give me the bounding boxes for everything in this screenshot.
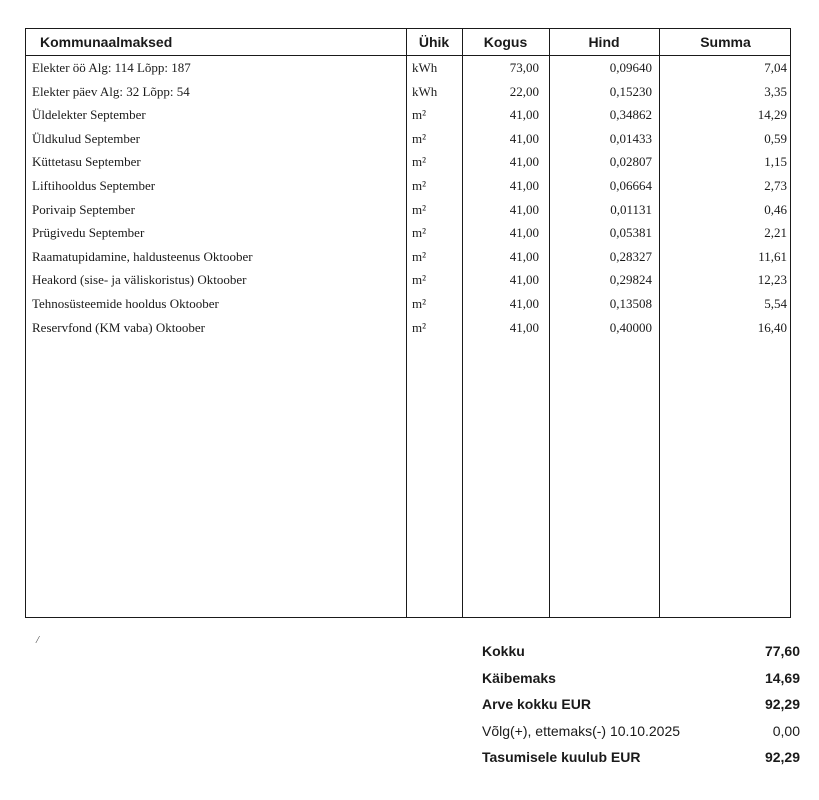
table-row — [26, 80, 790, 104]
header-sum: Summa — [700, 34, 751, 50]
row-price: 0,06664 — [609, 177, 652, 193]
row-name: Tehnosüsteemide hooldus Oktoober — [32, 295, 219, 311]
totals-row — [482, 641, 800, 668]
row-price: 0,15230 — [609, 83, 652, 99]
header-qty: Kogus — [483, 34, 528, 50]
row-qty: 41,00 — [509, 319, 539, 335]
row-name: Üldkulud September — [32, 130, 140, 146]
totals-row — [482, 694, 800, 721]
row-name: Üldelekter September — [32, 107, 146, 123]
row-unit: m² — [412, 225, 427, 241]
amount-due-label: Tasumisele kuulub EUR — [482, 749, 641, 765]
table-row — [26, 221, 790, 245]
row-sum: 5,54 — [764, 295, 787, 311]
row-price: 0,13508 — [609, 295, 652, 311]
row-name: Prügivedu September — [32, 225, 145, 241]
table-body — [26, 56, 790, 339]
debt-value: 0,00 — [772, 722, 800, 739]
row-name: Heakord (sise- ja väliskoristus) Oktoober — [32, 272, 247, 288]
row-name: Liftihooldus September — [32, 177, 156, 193]
row-price: 0,01131 — [610, 201, 652, 217]
table-row — [26, 56, 790, 80]
row-price: 0,02807 — [609, 154, 652, 170]
table-row — [26, 127, 790, 151]
row-sum: 16,40 — [757, 319, 787, 335]
row-name: Reservfond (KM vaba) Oktoober — [32, 319, 205, 335]
table-header — [26, 29, 790, 56]
row-price: 0,28327 — [609, 248, 652, 264]
row-unit: m² — [412, 272, 427, 288]
row-price: 0,05381 — [609, 225, 652, 241]
row-price: 0,40000 — [609, 319, 652, 335]
vat-value: 14,69 — [764, 669, 800, 686]
row-qty: 22,00 — [509, 83, 539, 99]
subtotal-value: 77,60 — [764, 643, 800, 659]
row-price: 0,09640 — [609, 60, 652, 75]
header-price: Hind — [588, 34, 620, 50]
row-name: Elekter päev Alg: 32 Lõpp: 54 — [32, 83, 190, 99]
row-sum: 12,23 — [757, 272, 787, 288]
row-unit: m² — [412, 201, 427, 217]
row-unit: m² — [412, 319, 427, 335]
row-sum: 0,46 — [764, 201, 787, 217]
row-sum: 2,21 — [764, 225, 787, 241]
row-sum: 1,15 — [764, 154, 787, 170]
debt-label: Võlg(+), ettemaks(-) 10.10.2025 — [482, 722, 681, 739]
row-unit: m² — [412, 107, 427, 123]
row-qty: 41,00 — [509, 272, 539, 288]
row-unit: kWh — [412, 83, 438, 99]
totals-summary — [482, 641, 800, 774]
row-unit: m² — [412, 130, 427, 146]
row-name: Elekter öö Alg: 114 Lõpp: 187 — [32, 60, 191, 75]
row-sum: 14,29 — [757, 107, 787, 123]
row-unit: m² — [412, 248, 427, 264]
amount-due-value: 92,29 — [764, 749, 800, 765]
table-row — [26, 268, 790, 292]
row-price: 0,29824 — [609, 272, 652, 288]
table-row — [26, 150, 790, 174]
row-sum: 3,35 — [764, 83, 787, 99]
row-name: Porivaip September — [32, 201, 135, 217]
totals-row — [482, 668, 800, 695]
row-price: 0,34862 — [609, 107, 652, 123]
table-row — [26, 316, 790, 340]
invoice-total-label: Arve kokku EUR — [482, 696, 591, 712]
row-unit: kWh — [412, 60, 438, 75]
row-price: 0,01433 — [609, 130, 652, 146]
table-row — [26, 103, 790, 127]
table-row — [26, 174, 790, 198]
vat-label: Käibemaks — [482, 669, 556, 686]
stray-mark: / — [36, 634, 40, 646]
row-name: Küttetasu September — [32, 154, 141, 170]
table-row — [26, 245, 790, 269]
row-name: Raamatupidamine, haldusteenus Oktoober — [32, 248, 253, 264]
row-unit: m² — [412, 295, 427, 311]
row-unit: m² — [412, 154, 427, 170]
row-sum: 11,61 — [758, 248, 787, 264]
totals-row — [482, 721, 800, 748]
header-unit: Ühik — [418, 34, 450, 50]
invoice-total-value: 92,29 — [764, 696, 800, 712]
row-qty: 41,00 — [509, 154, 539, 170]
subtotal-label: Kokku — [482, 643, 525, 659]
row-sum: 7,04 — [764, 60, 787, 75]
row-unit: m² — [412, 177, 427, 193]
row-qty: 41,00 — [509, 225, 539, 241]
charges-table — [25, 28, 791, 618]
row-qty: 41,00 — [509, 177, 539, 193]
totals-row — [482, 747, 800, 774]
row-qty: 41,00 — [509, 248, 539, 264]
table-row — [26, 292, 790, 316]
table-row — [26, 198, 790, 222]
row-sum: 2,73 — [764, 177, 787, 193]
header-name: Kommunaalmaksed — [40, 34, 173, 50]
row-qty: 41,00 — [509, 130, 539, 146]
row-qty: 41,00 — [509, 295, 539, 311]
row-qty: 41,00 — [509, 107, 539, 123]
row-sum: 0,59 — [764, 130, 787, 146]
row-qty: 41,00 — [509, 201, 539, 217]
row-qty: 73,00 — [509, 60, 539, 75]
